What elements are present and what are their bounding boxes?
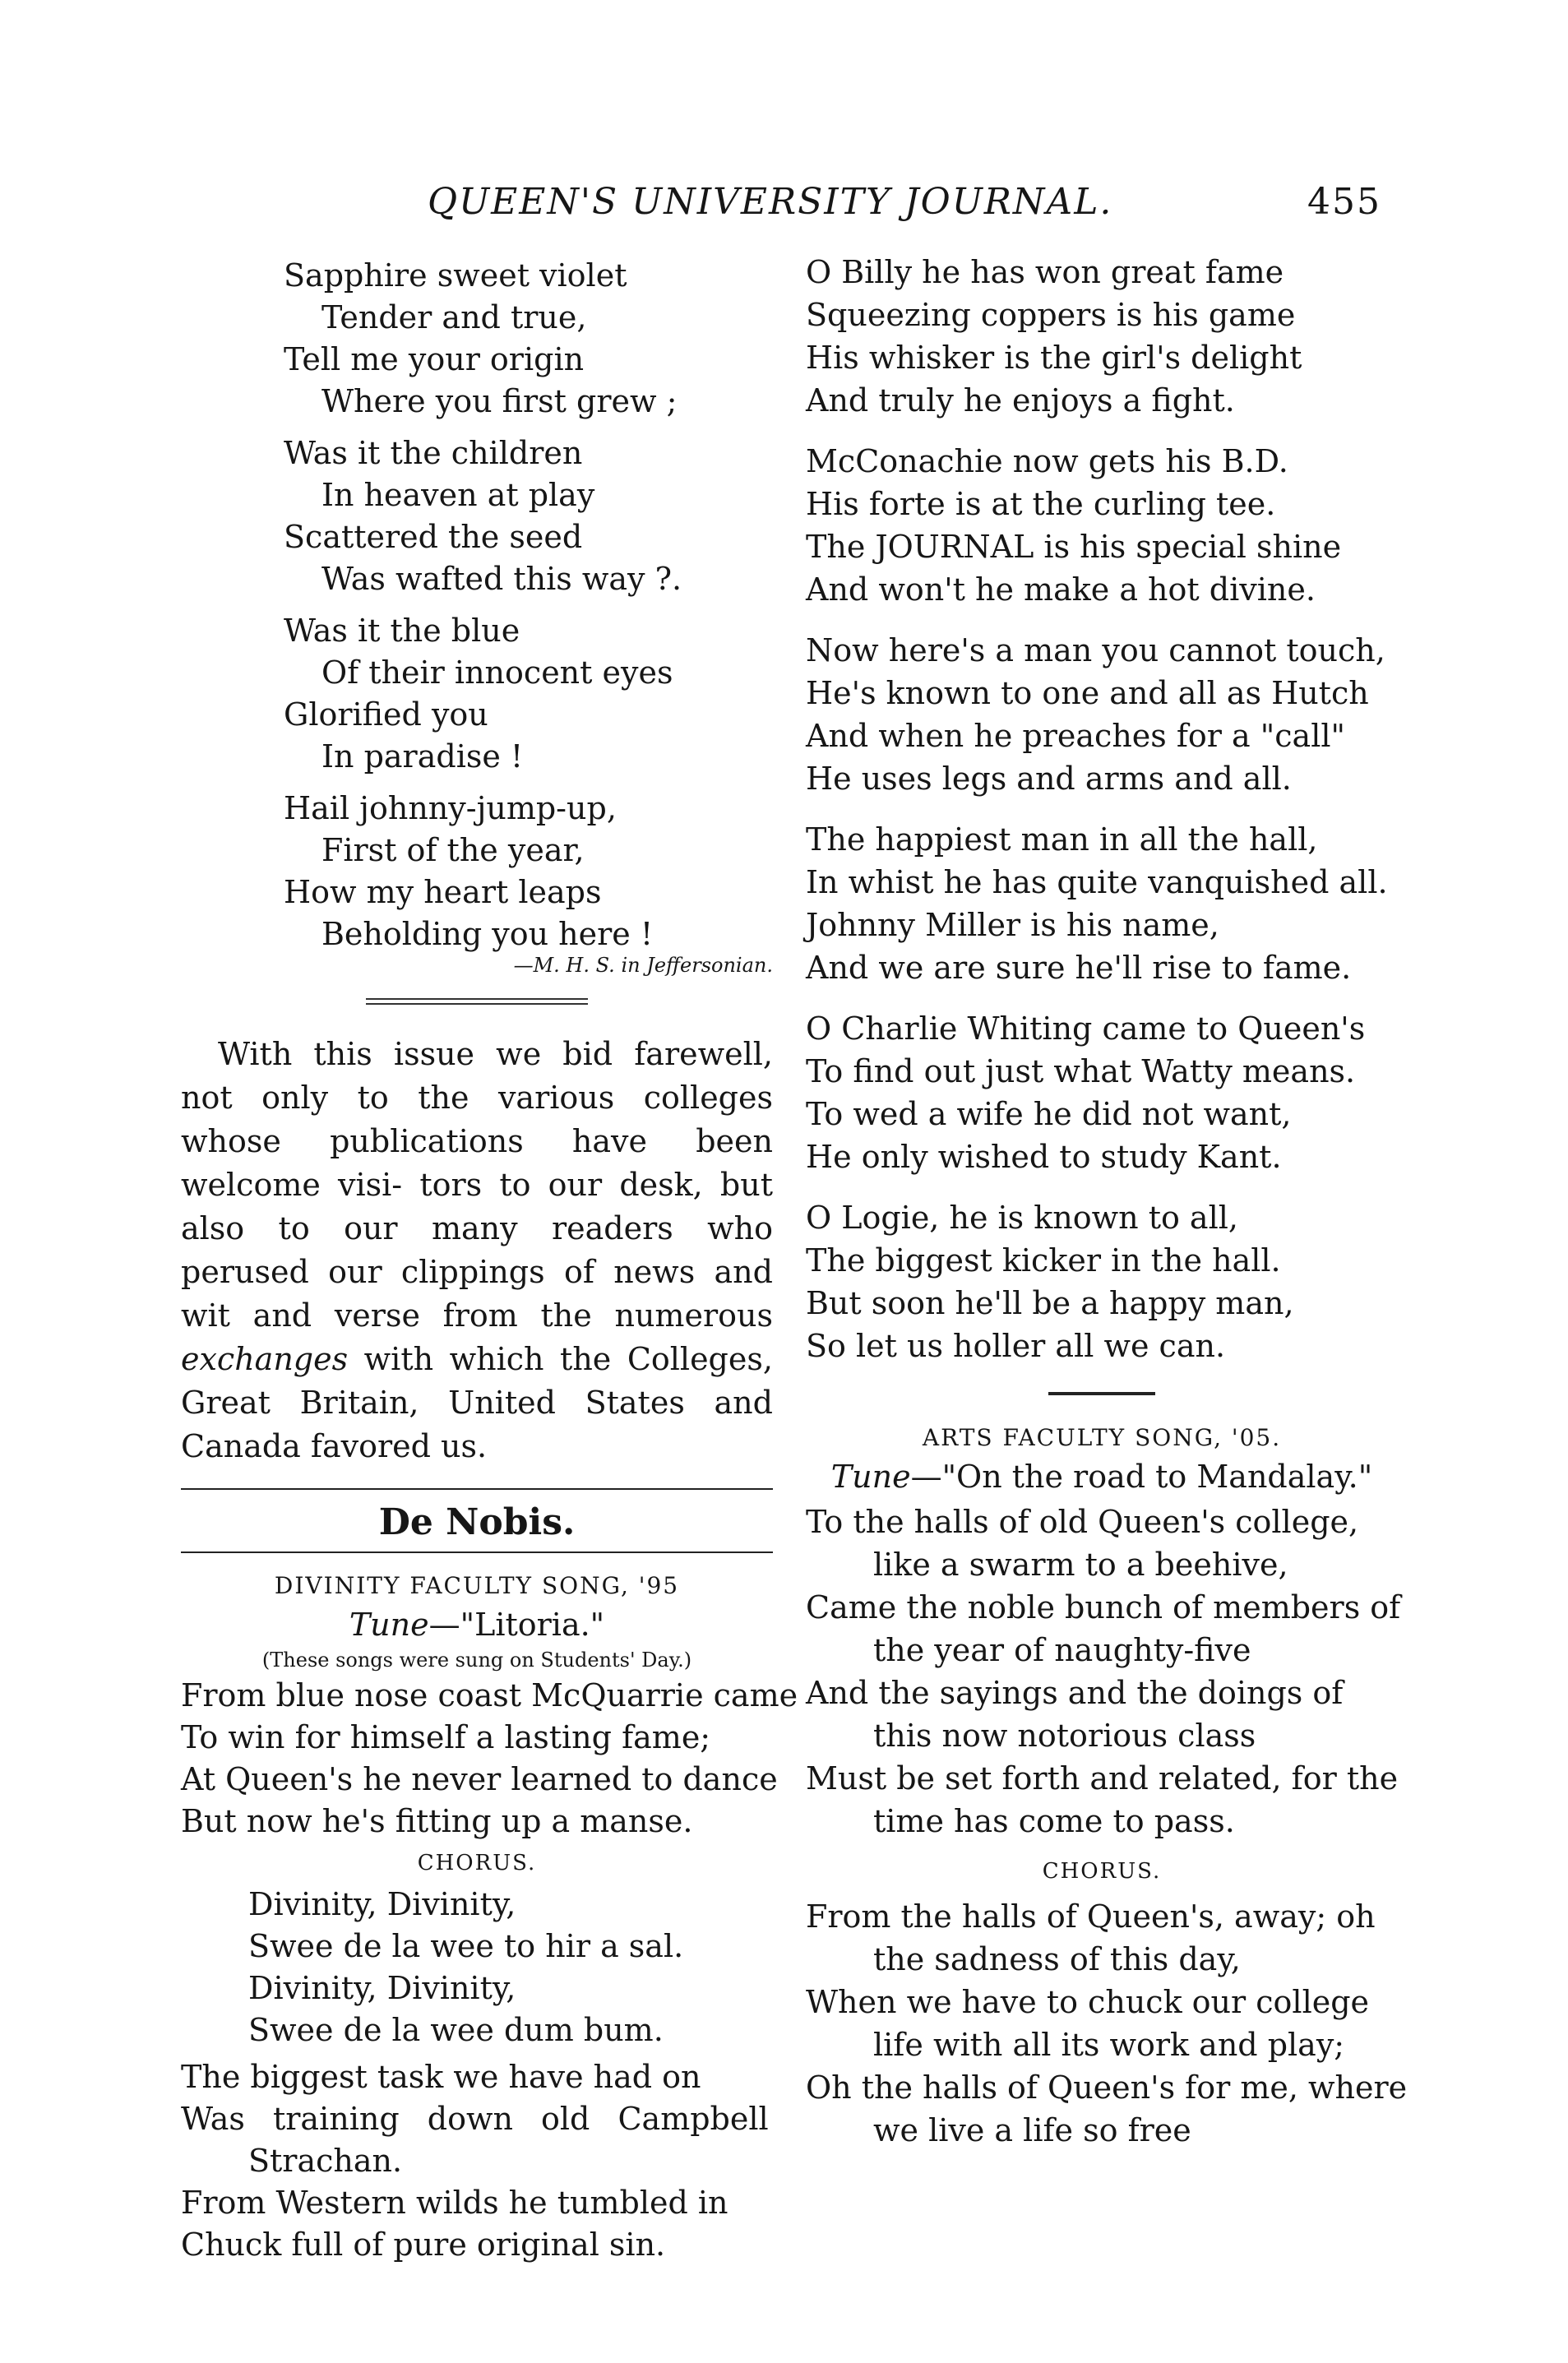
poem-line: Beholding you here !	[321, 916, 654, 952]
song-line: Swee de la wee dum bum.	[248, 2012, 664, 2048]
song-stanza	[806, 629, 1398, 800]
song-stanza	[806, 818, 1398, 989]
song-line: The happiest man in all the hall,	[806, 821, 1318, 858]
song-line: But now he's fitting up a manse.	[181, 1803, 693, 1839]
song-line: His whisker is the girl's delight	[806, 340, 1302, 376]
song-line: He only wished to study Kant.	[806, 1139, 1282, 1175]
song-line: Divinity, Divinity,	[248, 1970, 516, 2006]
poem-line: Glorified you	[284, 696, 488, 733]
song-line: In whist he has quite vanquished all.	[806, 864, 1388, 900]
divider	[181, 1551, 773, 1553]
song-line: His forte is at the curling tee.	[806, 486, 1276, 522]
poem-line: Tender and true,	[321, 299, 587, 335]
song-line: Was training down old Campbell	[181, 2101, 769, 2137]
song-line: Came the noble bunch of members of	[806, 1589, 1401, 1625]
song-line: He's known to one and all as Hutch	[806, 675, 1369, 711]
song-line: To the halls of old Queen's college,	[806, 1504, 1359, 1540]
poem-line: Where you first grew ;	[321, 383, 678, 419]
song-tune: Tune—"On the road to Mandalay."	[830, 1459, 1373, 1495]
song-stanza	[806, 1196, 1398, 1367]
song-line: The JOURNAL is his special shine	[806, 529, 1342, 565]
song-line: Chuck full of pure original sin.	[181, 2227, 666, 2263]
song-line: From the halls of Queen's, away; oh	[806, 1898, 1376, 1935]
song-line: time has come to pass.	[873, 1803, 1235, 1839]
divinity-song	[181, 1568, 798, 2266]
chorus-label: CHORUS.	[417, 1851, 537, 1875]
song-line: When we have to chuck our college	[806, 1984, 1370, 2020]
song-line: McConachie now gets his B.D.	[806, 443, 1288, 479]
left-column	[181, 255, 798, 2276]
poem-stanza	[284, 255, 773, 423]
song-line: the year of naughty-five	[873, 1632, 1251, 1668]
song-stanza	[806, 1007, 1398, 1178]
poem-line: In heaven at play	[321, 477, 595, 513]
song-line: And truly he enjoys a fight.	[806, 382, 1235, 418]
divider	[181, 1488, 773, 1490]
song-verse	[181, 1675, 798, 1843]
song-line: He uses legs and arms and all.	[806, 761, 1292, 797]
song-tune: Tune—"Litoria."	[349, 1607, 605, 1643]
song-line: O Charlie Whiting came to Queen's	[806, 1010, 1366, 1047]
song-verse	[806, 1501, 1401, 1843]
running-header	[428, 181, 1381, 223]
song-stanza	[806, 440, 1398, 611]
song-line: the sadness of this day,	[873, 1941, 1241, 1977]
song-chorus	[181, 1884, 773, 2051]
farewell-paragraph: With this issue we bid farewell, not only to the various colleges whose publications have been welcome visi- tors to our desk, but also to our many readers who perused our clippings of news and wit and verse from the numerous exchanges with which the Colleges, Great Britain, United States and Canada favored us.	[181, 1036, 773, 1464]
song-line: To wed a wife he did not want,	[806, 1096, 1292, 1132]
poem-line: Tell me your origin	[284, 341, 585, 377]
song-line: And we are sure he'll rise to fame.	[806, 950, 1352, 986]
poem-line: First of the year,	[321, 832, 585, 868]
page-number: 455	[1307, 181, 1381, 223]
exchanges-emphasis: exchanges	[181, 1341, 349, 1377]
song-line: Squeezing coppers is his game	[806, 297, 1296, 333]
song-chorus	[806, 1895, 1408, 2152]
song-line: we live a life so free	[873, 2112, 1191, 2148]
poem-stanza	[284, 788, 773, 955]
poem-line: Of their innocent eyes	[321, 654, 673, 691]
song-line: And won't he make a hot divine.	[806, 571, 1316, 608]
section-title: De Nobis.	[378, 1501, 576, 1543]
song-line: O Logie, he is known to all,	[806, 1200, 1238, 1236]
song-line: this now notorious class	[873, 1718, 1256, 1754]
poem-line: Was it the children	[284, 435, 583, 471]
song-title: ARTS FACULTY SONG, '05.	[922, 1424, 1282, 1451]
poem-line: Sapphire sweet violet	[284, 257, 627, 294]
song-line: From blue nose coast McQuarrie came	[181, 1677, 798, 1713]
song-line: And when he preaches for a "call"	[806, 718, 1345, 754]
song-verse	[181, 2056, 773, 2266]
right-column	[806, 251, 1408, 2152]
song-line: Swee de la wee to hir a sal.	[248, 1928, 684, 1964]
song-line: The biggest task we have had on	[181, 2059, 701, 2095]
song-note: (These songs were sung on Students' Day.)	[261, 1649, 692, 1672]
song-line: From Western wilds he tumbled in	[181, 2185, 728, 2221]
violet-poem	[181, 255, 773, 977]
poem-line: Hail johnny-jump-up,	[284, 790, 617, 826]
song-line: Johnny Miller is his name,	[806, 907, 1219, 943]
poem-line: Was wafted this way ?.	[321, 561, 682, 597]
song-line: To win for himself a lasting fame;	[181, 1719, 711, 1755]
song-line: Must be set forth and related, for the	[806, 1760, 1399, 1797]
song-line: Now here's a man you cannot touch,	[806, 632, 1385, 668]
poem-line: How my heart leaps	[284, 874, 602, 910]
song-line: The biggest kicker in the hall.	[806, 1242, 1281, 1279]
poem-line: In paradise !	[321, 738, 524, 775]
poem-stanza	[284, 432, 773, 600]
song-line: So let us holler all we can.	[806, 1328, 1226, 1364]
poem-line: Scattered the seed	[284, 519, 583, 555]
song-line: To find out just what Watty means.	[806, 1053, 1356, 1089]
song-line: Strachan.	[248, 2143, 403, 2179]
journal-title: QUEEN'S UNIVERSITY JOURNAL.	[428, 181, 1113, 223]
song-line: At Queen's he never learned to dance	[181, 1761, 778, 1797]
song-title: DIVINITY FACULTY SONG, '95	[274, 1572, 680, 1599]
divider	[366, 998, 588, 1005]
song-line: like a swarm to a beehive,	[873, 1547, 1288, 1583]
poem-attribution: —M. H. S. in Jeffersonian.	[513, 954, 773, 977]
poem-line: Was it the blue	[284, 613, 520, 649]
song-stanza	[806, 251, 1398, 422]
song-line: O Billy he has won great fame	[806, 254, 1284, 290]
song-line: But soon he'll be a happy man,	[806, 1285, 1294, 1321]
poem-stanza	[284, 610, 773, 778]
song-line: Divinity, Divinity,	[248, 1886, 516, 1922]
chorus-label: CHORUS.	[1042, 1859, 1162, 1884]
song-line: life with all its work and play;	[873, 2027, 1345, 2063]
arts-song	[806, 1420, 1408, 2152]
song-line: Oh the halls of Queen's for me, where	[806, 2069, 1408, 2106]
song-line: And the sayings and the doings of	[806, 1675, 1344, 1711]
short-divider	[1048, 1392, 1155, 1395]
